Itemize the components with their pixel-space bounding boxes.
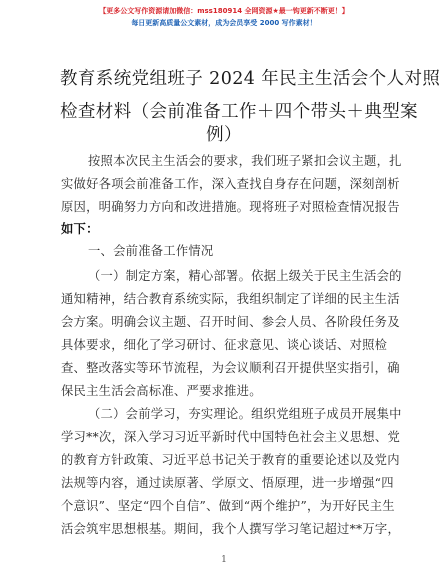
- page-number: 1: [221, 555, 227, 565]
- intro-paragraph-line: 按照本次民主生活会的要求，我们班子紧扣会议主题，扎: [88, 154, 402, 168]
- subsection-2-line: 法规等内容，通过读原著、学原文、悟原理，进一步增强“四: [61, 476, 394, 490]
- intro-paragraph-line: 实做好各项会前准备工作，深入查找自身存在问题，深刻剖析: [61, 177, 400, 191]
- subsection-2-line: 学习**次，深入学习习近平新时代中国特色社会主义思想、党: [61, 430, 401, 444]
- section-heading: 一、会前准备工作情况: [88, 244, 214, 258]
- promo-banner-line-1: 【更多公文写作资源请加微信：mss180914 全网资源★最一钩更新不断更！】: [99, 7, 349, 15]
- subsection-1-line: （一）制定方案，精心部署。依据上级关于民主生活会的: [88, 269, 402, 283]
- document-title-line-3: 例）: [206, 125, 242, 145]
- subsection-2-line: 活会筑牢思想根基。期间，我个人撰写学习笔记超过**万字，: [61, 522, 401, 536]
- subsection-1-line: 通知精神，结合教育系统实际，我组织制定了详细的民主生活: [61, 292, 400, 306]
- subsection-2-line: （二）会前学习，夯实理论。组织党组班子成员开展集中: [88, 407, 402, 421]
- promo-banner-line-2: 每日更新高质量公文素材，成为会员享受 2000 写作素材！: [131, 19, 317, 27]
- intro-paragraph-line: 如下：: [61, 221, 99, 236]
- intro-paragraph-line: 原因，明确努力方向和改进措施。现将班子对照检查情况报告: [61, 200, 400, 214]
- subsection-2-line: 个意识”、坚定“四个自信”、做到“两个维护”，为开好民主生: [61, 499, 395, 513]
- subsection-1-line: 会方案。明确会议主题、召开时间、参会人员、各阶段任务及: [61, 315, 400, 329]
- subsection-2-line: 的教育方针政策、习近平总书记关于教育的重要论述以及党内: [61, 453, 400, 467]
- subsection-1-line: 查、整改落实等环节流程，为会议顺利召开提供坚实指引，确: [61, 361, 400, 375]
- document-title-line-1: 教育系统党组班子 2024 年民主生活会个人对照: [60, 69, 441, 89]
- document-title-line-2: 检查材料（会前准备工作＋四个带头＋典型案: [60, 102, 418, 122]
- subsection-1-line: 保民主生活会高标准、严要求推进。: [61, 384, 262, 398]
- subsection-1-line: 具体要求，细化了学习研讨、征求意见、谈心谈话、对照检: [61, 338, 388, 352]
